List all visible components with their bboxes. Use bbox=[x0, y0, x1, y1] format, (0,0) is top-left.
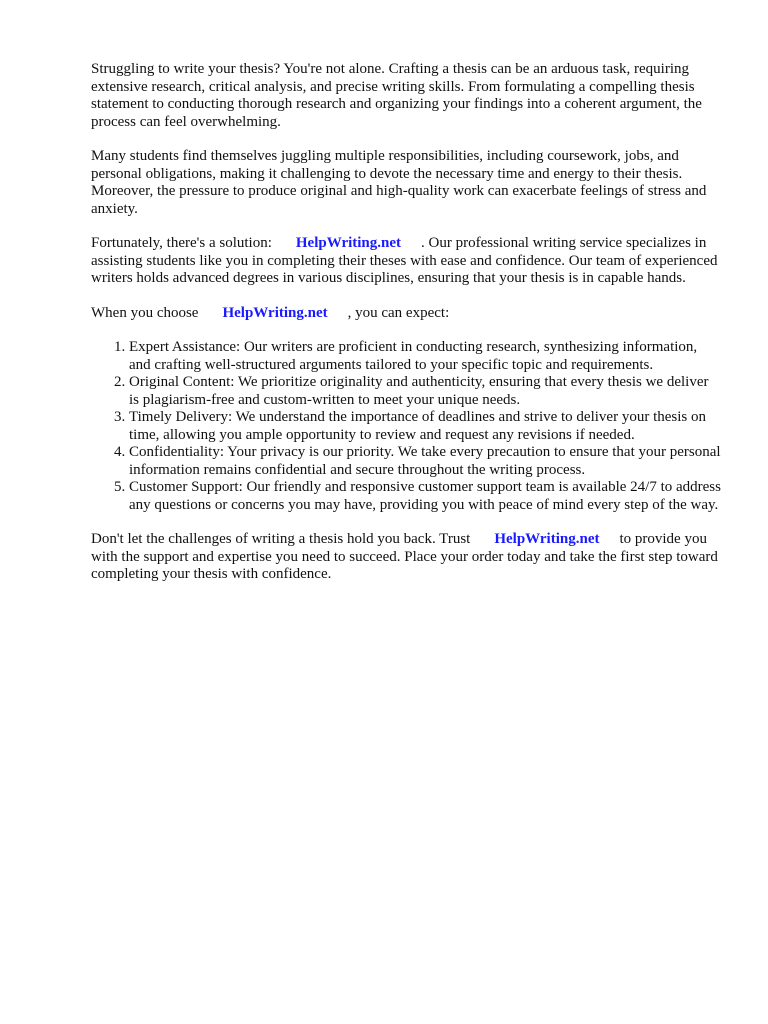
document-page bbox=[91, 61, 721, 601]
helpwriting-link-1[interactable]: HelpWriting.net bbox=[295, 235, 402, 251]
list-item: 5. Customer Support: Our friendly and responsive customer support team is available 24/7 to address any questions or concerns you may have, providing you with peace of mind every step of the way. bbox=[129, 479, 721, 514]
expect-text-before: When you choose bbox=[91, 304, 199, 321]
solution-paragraph bbox=[91, 235, 721, 288]
closing-paragraph bbox=[91, 531, 721, 584]
solution-text-after: . Our professional writing service specializes in assisting students like you in completing their theses with ease and confidence. Our team of experienced writers holds advanced degrees in various disciplines, ensuring that your thesis is in capable hands. bbox=[91, 235, 718, 286]
list-item: 4. Confidentiality: Your privacy is our priority. We take every precaution to ensure that your personal information remains confidential and secure throughout the writing process. bbox=[129, 444, 721, 479]
list-item: 2. Original Content: We prioritize originality and authenticity, ensuring that every thesis we deliver is plagiarism-free and custom-written to meet your unique needs. bbox=[129, 374, 721, 409]
solution-text-before: Fortunately, there's a solution: bbox=[91, 235, 272, 251]
list-item: 1. Expert Assistance: Our writers are proficient in conducting research, synthesizing information, and crafting well-structured arguments tailored to your specific topic and requirements. bbox=[129, 339, 721, 374]
intro-paragraph: Struggling to write your thesis? You're not alone. Crafting a thesis can be an arduous task, requiring extensive research, critical analysis, and precise writing skills. From formulating a compelling thesis statement to conducting thorough research and organizing your findings into a coherent argument, the process can feel overwhelming. bbox=[91, 61, 702, 130]
challenges-paragraph: Many students find themselves juggling multiple responsibilities, including coursework, jobs, and personal obligations, making it challenging to devote the necessary time and energy to their thesis. Moreover, the pressure to produce original and high-quality work can exacerbate feelings of stress and anxiety. bbox=[91, 148, 707, 217]
helpwriting-link-2[interactable]: HelpWriting.net bbox=[222, 304, 328, 321]
list-item: 3. Timely Delivery: We understand the importance of deadlines and strive to deliver your thesis on time, allowing you ample opportunity to review and request any revisions if needed. bbox=[129, 409, 721, 444]
expect-paragraph bbox=[91, 305, 721, 323]
benefits-list bbox=[91, 339, 721, 514]
helpwriting-link-3[interactable]: HelpWriting.net bbox=[494, 531, 600, 547]
closing-text-before: Don't let the challenges of writing a thesis hold you back. Trust bbox=[91, 531, 471, 547]
closing-text-after: to provide you with the support and expertise you need to succeed. Place your order today and take the first step toward completing your thesis with confidence. bbox=[91, 531, 718, 582]
expect-text-after: , you can expect: bbox=[347, 304, 450, 321]
